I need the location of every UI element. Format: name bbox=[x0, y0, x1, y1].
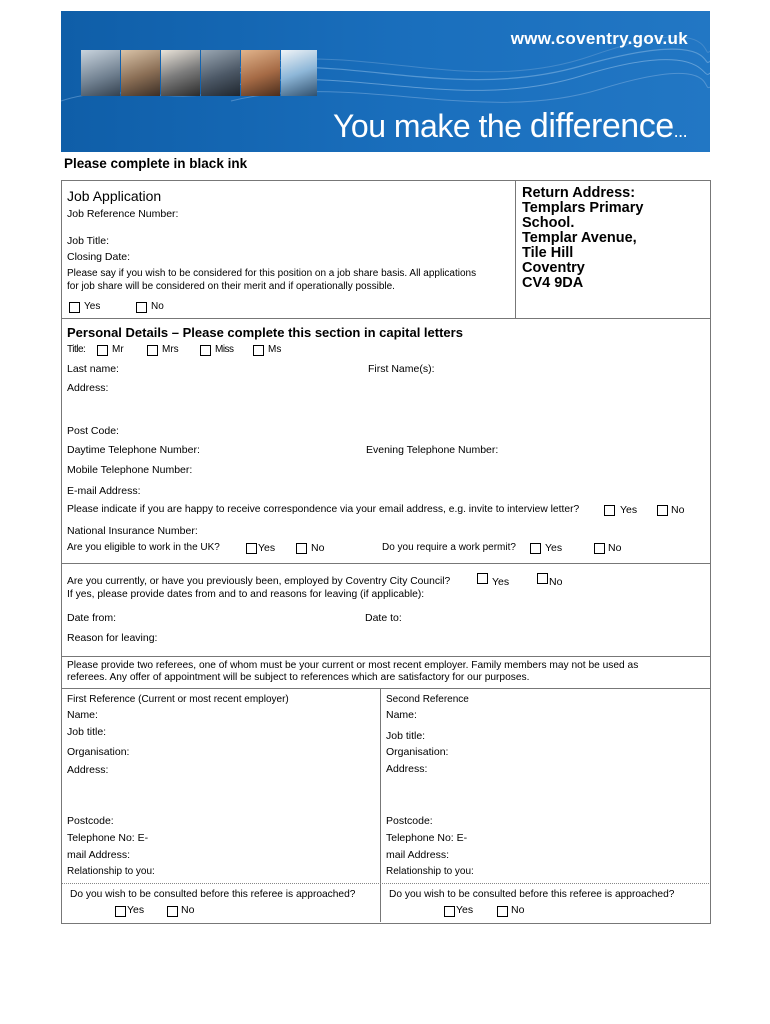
email-consent-no-label: No bbox=[671, 504, 685, 516]
banner bbox=[61, 11, 710, 152]
employment-section-bottom bbox=[61, 656, 710, 657]
ref2-consult-question: Do you wish to be consulted before this referee is approached? bbox=[389, 889, 675, 900]
job-share-text-2: for job share will be considered on their merit and if operationally possible. bbox=[67, 281, 395, 292]
email-consent-yes-label: Yes bbox=[620, 504, 638, 516]
ref2-name-label: Name: bbox=[386, 709, 417, 721]
employment-no-label: No bbox=[549, 576, 563, 588]
eligible-label: Are you eligible to work in the UK? bbox=[67, 542, 220, 553]
ref2-consult-yes-checkbox[interactable] bbox=[444, 906, 455, 917]
title-mrs-checkbox[interactable] bbox=[147, 345, 158, 356]
website-url: www.coventry.gov.uk bbox=[510, 29, 688, 48]
title-mr-label: Mr bbox=[112, 344, 124, 355]
ref1-consult-yes-checkbox[interactable] bbox=[115, 906, 126, 917]
ref2-job-title-label: Job title: bbox=[386, 730, 426, 742]
return-address-heading: Return Address: bbox=[522, 185, 636, 201]
job-heading: Job Application bbox=[67, 188, 162, 204]
eligible-yes-checkbox[interactable] bbox=[246, 543, 257, 554]
first-names-label: First Name(s): bbox=[368, 363, 435, 375]
last-name-label: Last name: bbox=[67, 363, 119, 375]
referee-intro-2: referees. Any offer of appointment will be subject to references which are satisfactory for our purposes. bbox=[67, 672, 530, 683]
ref1-heading: First Reference (Current or most recent employer) bbox=[67, 694, 289, 705]
employment-yes-checkbox[interactable] bbox=[477, 573, 488, 584]
personal-section-bottom bbox=[61, 563, 710, 564]
ref1-email-label: mail Address: bbox=[67, 849, 131, 861]
post-code-label: Post Code: bbox=[67, 425, 119, 437]
ref1-relationship-label: Relationship to you: bbox=[67, 866, 155, 877]
title-mr-checkbox[interactable] bbox=[97, 345, 108, 356]
permit-no-checkbox[interactable] bbox=[594, 543, 605, 554]
ref2-tel-label: Telephone No: E- bbox=[386, 832, 468, 844]
return-address-line: CV4 9DA bbox=[522, 275, 584, 291]
permit-yes-checkbox[interactable] bbox=[530, 543, 541, 554]
ref1-tel-label: Telephone No: E- bbox=[67, 832, 149, 844]
ref2-email-label: mail Address: bbox=[386, 849, 450, 861]
job-title-label: Job Title: bbox=[67, 235, 110, 247]
return-address-line: Coventry bbox=[522, 260, 585, 276]
banner-photo-3 bbox=[161, 50, 200, 96]
job-section-bottom bbox=[61, 318, 710, 319]
email-label: E-mail Address: bbox=[67, 485, 141, 497]
ref1-consult-yes-label: Yes bbox=[127, 904, 145, 916]
referee-separator-line bbox=[62, 883, 709, 884]
title-ms-label: Ms bbox=[268, 344, 282, 355]
return-address-line: School. bbox=[522, 215, 575, 231]
eligible-yes-label: Yes bbox=[258, 542, 276, 554]
ref1-address-label: Address: bbox=[67, 764, 109, 776]
ref1-org-label: Organisation: bbox=[67, 746, 130, 758]
ref1-consult-no-label: No bbox=[181, 904, 195, 916]
eve-phone-label: Evening Telephone Number: bbox=[366, 444, 499, 456]
permit-label: Do you require a work permit? bbox=[382, 542, 516, 553]
ref1-consult-question: Do you wish to be consulted before this referee is approached? bbox=[70, 889, 356, 900]
ref2-relationship-label: Relationship to you: bbox=[386, 866, 474, 877]
personal-heading: Personal Details – Please complete this section in capital letters bbox=[67, 325, 463, 340]
email-consent-yes-checkbox[interactable] bbox=[604, 505, 615, 516]
title-miss-checkbox[interactable] bbox=[200, 345, 211, 356]
mobile-label: Mobile Telephone Number: bbox=[67, 464, 193, 476]
banner-photo-6 bbox=[281, 50, 317, 96]
referee-intro-bottom bbox=[61, 688, 710, 689]
tagline: You make the difference... bbox=[333, 107, 688, 145]
title-ms-checkbox[interactable] bbox=[253, 345, 264, 356]
ref2-org-label: Organisation: bbox=[386, 746, 449, 758]
banner-photo-5 bbox=[241, 50, 280, 96]
job-share-yes-label: Yes bbox=[84, 301, 101, 312]
employment-no-checkbox[interactable] bbox=[537, 573, 548, 584]
ref1-job-title-label: Job title: bbox=[67, 726, 107, 738]
ref2-postcode-label: Postcode: bbox=[386, 815, 433, 827]
title-label: Title: bbox=[67, 344, 86, 355]
ref2-consult-no-checkbox[interactable] bbox=[497, 906, 508, 917]
permit-yes-label: Yes bbox=[545, 542, 563, 554]
employment-followup: If yes, please provide dates from and to and reasons for leaving (if applicable): bbox=[67, 589, 425, 600]
email-consent-no-checkbox[interactable] bbox=[657, 505, 668, 516]
referee-divider bbox=[380, 688, 381, 922]
employment-yes-label: Yes bbox=[492, 576, 510, 588]
job-share-yes-checkbox[interactable] bbox=[69, 302, 80, 313]
employment-question: Are you currently, or have you previously been, employed by Coventry City Council? bbox=[67, 576, 451, 587]
ref1-name-label: Name: bbox=[67, 709, 98, 721]
ref2-heading: Second Reference bbox=[386, 694, 469, 705]
referee-intro-1: Please provide two referees, one of whom must be your current or most recent employer. Family members may not be used as bbox=[67, 660, 639, 671]
ni-label: National Insurance Number: bbox=[67, 525, 198, 537]
ink-instruction: Please complete in black ink bbox=[64, 156, 248, 171]
return-address-line: Templars Primary bbox=[522, 200, 644, 216]
ref1-consult-no-checkbox[interactable] bbox=[167, 906, 178, 917]
banner-photo-4 bbox=[201, 50, 240, 96]
eligible-no-checkbox[interactable] bbox=[296, 543, 307, 554]
address-label: Address: bbox=[67, 382, 109, 394]
banner-photo-2 bbox=[121, 50, 160, 96]
ref2-consult-no-label: No bbox=[511, 904, 525, 916]
job-share-no-checkbox[interactable] bbox=[136, 302, 147, 313]
job-ref-label: Job Reference Number: bbox=[67, 208, 179, 220]
ref1-postcode-label: Postcode: bbox=[67, 815, 114, 827]
ref2-consult-yes-label: Yes bbox=[456, 904, 474, 916]
return-address-line: Tile Hill bbox=[522, 245, 574, 261]
job-divider bbox=[515, 181, 516, 318]
job-share-no-label: No bbox=[151, 301, 164, 312]
permit-no-label: No bbox=[608, 542, 622, 554]
title-mrs-label: Mrs bbox=[162, 344, 179, 355]
return-address bbox=[522, 186, 643, 291]
email-consent-text: Please indicate if you are happy to receive correspondence via your email address, e.g. invite to interview letter? bbox=[67, 504, 580, 515]
eligible-no-label: No bbox=[311, 542, 325, 554]
day-phone-label: Daytime Telephone Number: bbox=[67, 444, 200, 456]
ref2-address-label: Address: bbox=[386, 763, 428, 775]
return-address-line: Templar Avenue, bbox=[522, 230, 637, 246]
job-share-text-1: Please say if you wish to be considered for this position on a job share basis. All applications bbox=[67, 268, 477, 279]
date-from-label: Date from: bbox=[67, 612, 117, 624]
banner-photo-1 bbox=[81, 50, 120, 96]
title-miss-label: Miss bbox=[215, 344, 234, 355]
reason-label: Reason for leaving: bbox=[67, 632, 158, 644]
date-to-label: Date to: bbox=[365, 612, 402, 624]
closing-date-label: Closing Date: bbox=[67, 251, 131, 263]
